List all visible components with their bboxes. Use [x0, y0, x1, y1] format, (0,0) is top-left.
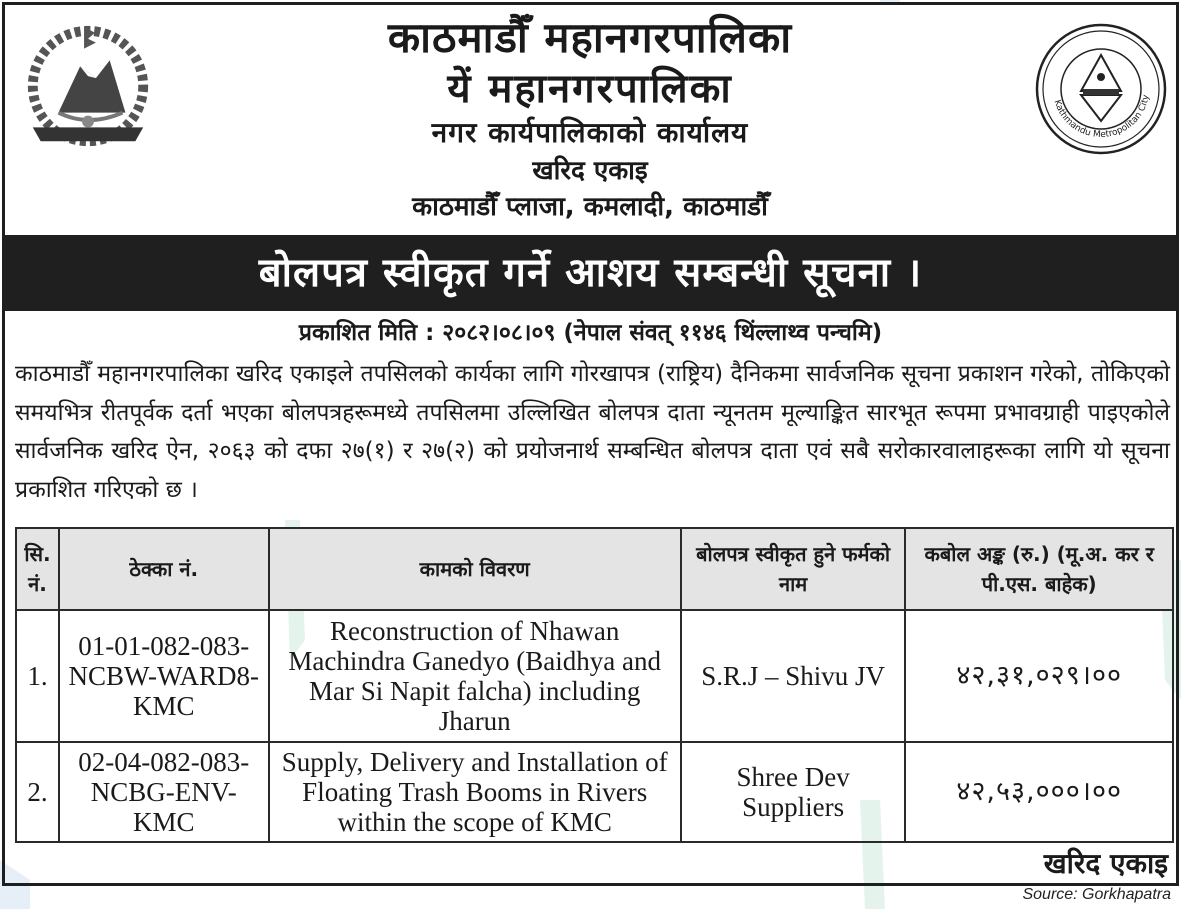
table-row — [16, 742, 1173, 842]
firm-name: Shree Dev Suppliers — [681, 742, 906, 842]
source-credit: Source: Gorkhapatra — [1022, 886, 1171, 903]
award-table — [15, 527, 1174, 843]
firm-name: S.R.J – Shivu JV — [681, 610, 906, 742]
work-description: Supply, Delivery and Installation of Floating Trash Booms in Rivers within the scope of KMC — [269, 742, 681, 842]
header-work-description: कामको विवरण — [269, 528, 681, 610]
header-bid-amount: कबोल अङ्क (रु.) (मू.अ. कर र पी.एस. बाहेक) — [905, 528, 1173, 610]
office-name: नगर कार्यपालिकाको कार्यालय — [431, 116, 749, 149]
contract-no: 02-04-082-083-NCBG-ENV-KMC — [59, 742, 269, 842]
nepal-emblem-icon — [19, 19, 157, 157]
bid-amount: ४२,५३,०००।०० — [905, 742, 1173, 842]
table-header-row — [16, 528, 1173, 610]
notice-header — [5, 5, 1176, 235]
svg-text:Kathmandu Metropolitan City: Kathmandu Metropolitan City — [1051, 93, 1152, 141]
office-address: काठमाडौँ प्लाजा, कमलादी, काठमाडौँ — [412, 192, 768, 222]
header-serial-no: सि. नं. — [16, 528, 59, 610]
serial-no: 1. — [16, 610, 59, 742]
unit-name: खरिद एकाइ — [532, 156, 648, 186]
header-firm-name: बोलपत्र स्वीकृत हुने फर्मको नाम — [681, 528, 906, 610]
serial-no: 2. — [16, 742, 59, 842]
kmc-seal-icon — [1033, 21, 1169, 157]
contract-no: 01-01-082-083-NCBW-WARD8-KMC — [59, 610, 269, 742]
org-name-nepal-bhasa: यें महानगरपालिका — [447, 65, 733, 112]
notice-frame — [2, 2, 1179, 886]
publication-date: प्रकाशित मिति : २०८२।०८।०९ (नेपाल संवत् ११४६ थिंल्लाथ्व पन्चमि) — [298, 320, 883, 346]
org-name: काठमाडौँ महानगरपालिका — [387, 13, 793, 62]
bid-amount: ४२,३१,०२९।०० — [905, 610, 1173, 742]
notice-title-banner: बोलपत्र स्वीकृत गर्ने आशय सम्बन्धी सूचना । — [5, 235, 1176, 311]
table-row — [16, 610, 1173, 742]
signoff-unit: खरिद एकाइ — [1043, 847, 1168, 880]
header-title-block — [205, 11, 975, 225]
header-contract-no: ठेक्का नं. — [59, 528, 269, 610]
notice-body-paragraph: काठमाडौँ महानगरपालिका खरिद एकाइले तपसिलको कार्यका लागि गोरखापत्र (राष्ट्रिय) दैनिकमा सार्वजनिक सूचना प्रकाशन गरेको, तोकिएको समयभित्र रीतपूर्वक दर्ता भएका बोलपत्रहरूमध्ये तपसिलमा उल्लिखित बोलपत्र दाता न्यूनतम मूल्याङ्कित सारभूत रूपमा प्रभावग्राही पाइएकोले सार्वजनिक खरिद ऐन, २०६३ को दफा २७(१) र २७(२) को प्रयोजनार्थ सम्बन्धित बोलपत्र दाता एवं सबै सरोकारवालाहरूका लागि यो सूचना प्रकाशित गरिएको छ । — [15, 361, 1170, 503]
work-description: Reconstruction of Nhawan Machindra Ganedyo (Baidhya and Mar Si Napit falcha) including Jharun — [269, 610, 681, 742]
